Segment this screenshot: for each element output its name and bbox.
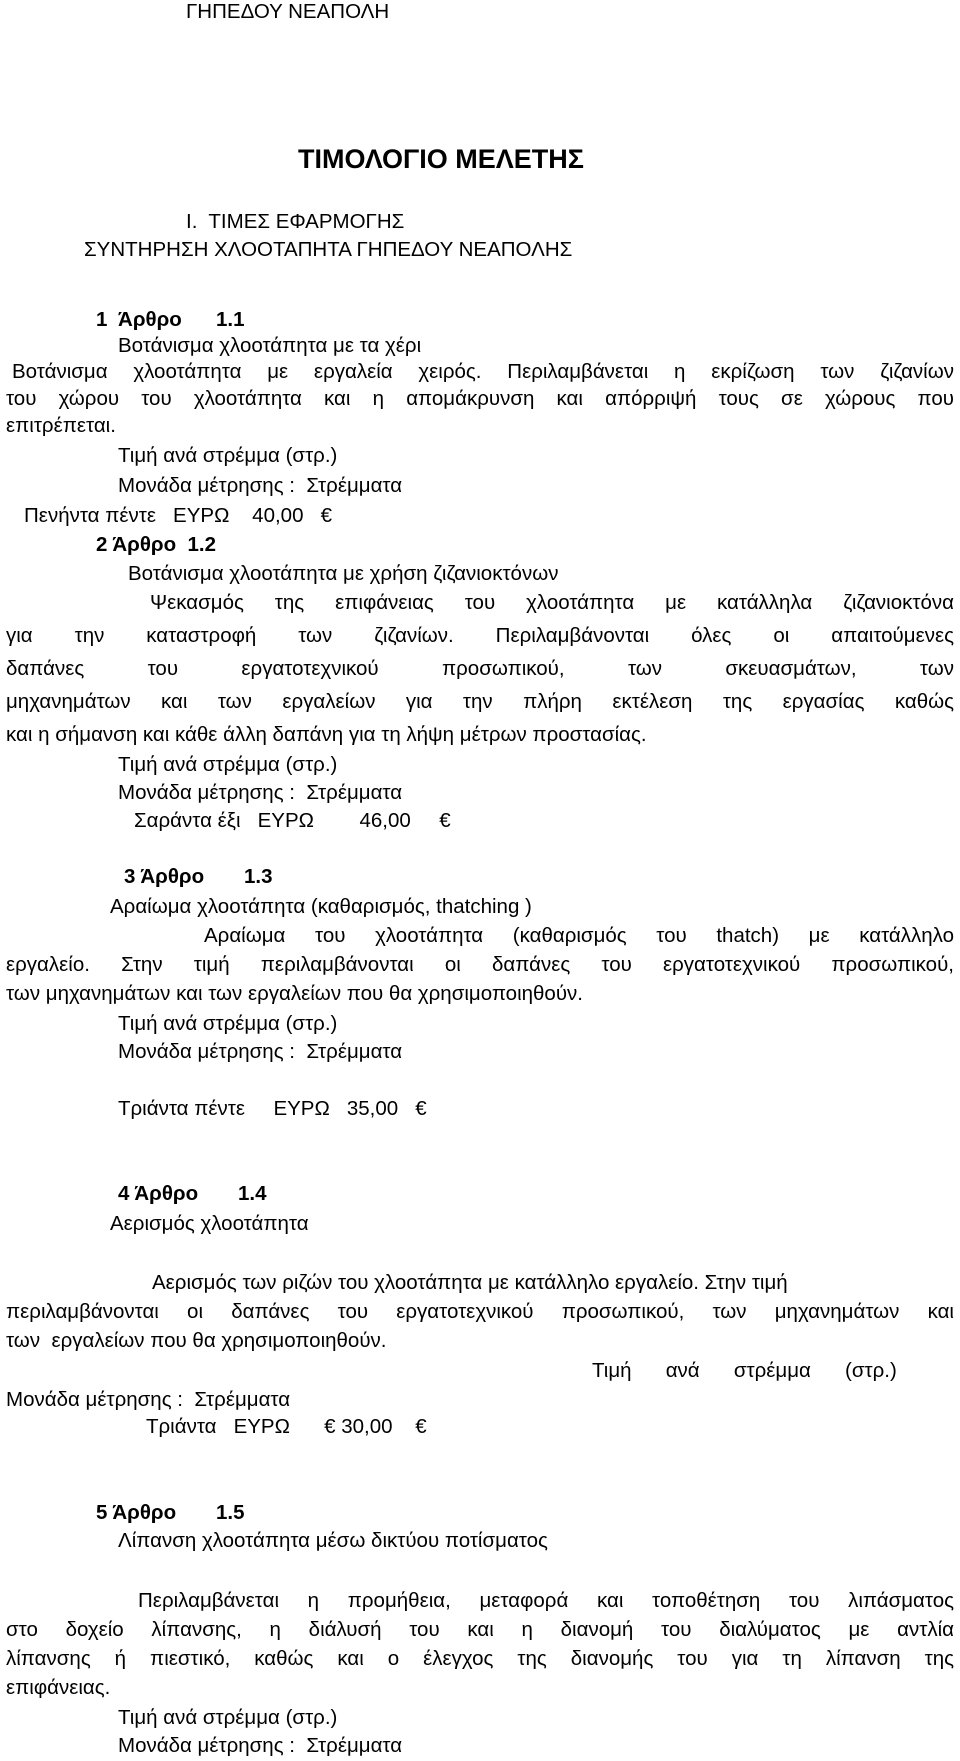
article-description-line: επιτρέπεται. (6, 414, 116, 437)
price-line: Τριάντα ΕΥΡΩ € 30,00 € (146, 1415, 427, 1438)
price-basis: Τιμή ανά στρέμμα (στρ.) (118, 1012, 338, 1035)
article-description-line: Περιλαμβάνεται η προμήθεια, μεταφορά και τοποθέτηση του λιπάσματος (138, 1589, 954, 1612)
price-basis: Τιμή ανά στρέμμα (στρ.) (592, 1359, 897, 1382)
price-line: Σαράντα έξι ΕΥΡΩ 46,00 € (134, 809, 451, 832)
section-heading: Ι. ΤΙΜΕΣ ΕΦΑΡΜΟΓΗΣ (186, 210, 405, 233)
article-description-line: Ψεκασμός της επιφάνειας του χλοοτάπητα με κατάλληλα ζιζανιοκτόνα (150, 591, 954, 614)
article-header: 4 Άρθρο 1.4 (118, 1182, 267, 1205)
article-description-line: λίπανσης ή πιεστικό, καθώς και ο έλεγχος της διανομής του για τη λίπανση της (6, 1647, 954, 1670)
article-description-line: Βοτάνισμα χλοοτάπητα με εργαλεία χειρός. Περιλαμβάνεται η εκρίζωση των ζιζανίων (12, 360, 954, 383)
unit-of-measure: Μονάδα μέτρησης : Στρέμματα (6, 1388, 291, 1411)
article-header: 5 Άρθρο 1.5 (96, 1501, 245, 1524)
article-description-line: Αερισμός των ριζών του χλοοτάπητα με κατάλληλο εργαλείο. Στην τιμή (152, 1271, 788, 1294)
article-description-line: του χώρου του χλοοτάπητα και η απομάκρυνση και απόρριψή τους σε χώρους που (6, 387, 954, 410)
article-header: 2 Άρθρο 1.2 (96, 533, 216, 556)
article-name: Λίπανση χλοοτάπητα μέσω δικτύου ποτίσματος (118, 1529, 548, 1552)
article-name: Αραίωμα χλοοτάπητα (καθαρισμός, thatching ) (110, 895, 532, 918)
article-header: 1 Άρθρο 1.1 (96, 308, 245, 331)
article-description-line: εργαλείο. Στην τιμή περιλαμβάνονται οι δαπάνες του εργατοτεχνικού προσωπικού, (6, 953, 954, 976)
article-description-line: των εργαλείων που θα χρησιμοποιηθούν. (6, 1329, 387, 1352)
stadium-header: ΓΗΠΕΔΟΥ ΝΕΑΠΟΛΗ (186, 0, 390, 23)
article-description-line: περιλαμβάνονται οι δαπάνες του εργατοτεχνικού προσωπικού, των μηχανημάτων και (6, 1300, 954, 1323)
price-basis: Τιμή ανά στρέμμα (στρ.) (118, 444, 338, 467)
article-description-line: επιφάνειας. (6, 1676, 111, 1699)
article-description-line: και η σήμανση και κάθε άλλη δαπάνη για τη λήψη μέτρων προστασίας. (6, 723, 647, 746)
unit-of-measure: Μονάδα μέτρησης : Στρέμματα (118, 1734, 403, 1757)
price-line: Τριάντα πέντε ΕΥΡΩ 35,00 € (118, 1097, 427, 1120)
article-name: Βοτάνισμα χλοοτάπητα με τα χέρι (118, 334, 422, 357)
article-description-line: Αραίωμα του χλοοτάπητα (καθαρισμός του thatch) με κατάλληλο (204, 924, 954, 947)
article-description-line: μηχανημάτων και των εργαλείων για την πλήρη εκτέλεση της εργασίας καθώς (6, 690, 954, 713)
unit-of-measure: Μονάδα μέτρησης : Στρέμματα (118, 1040, 403, 1063)
document-title: ΤΙΜΟΛΟΓΙΟ ΜΕΛΕΤΗΣ (298, 144, 584, 174)
article-header: 3 Άρθρο 1.3 (124, 865, 273, 888)
article-description-line: για την καταστροφή των ζιζανίων. Περιλαμβάνονται όλες οι απαιτούμενες (6, 624, 954, 647)
article-description-line: δαπάνες του εργατοτεχνικού προσωπικού, των σκευασμάτων, των (6, 657, 954, 680)
price-line: Πενήντα πέντε ΕΥΡΩ 40,00 € (24, 504, 332, 527)
article-name: Βοτάνισμα χλοοτάπητα με χρήση ζιζανιοκτόνων (128, 562, 559, 585)
article-name: Αερισμός χλοοτάπητα (110, 1212, 309, 1235)
article-description-line: στο δοχείο λίπανσης, η διάλυσή του και η διανομή του διαλύματος με αντλία (6, 1618, 954, 1641)
article-description-line: των μηχανημάτων και των εργαλείων που θα χρησιμοποιηθούν. (6, 982, 583, 1005)
price-basis: Τιμή ανά στρέμμα (στρ.) (118, 753, 338, 776)
price-basis: Τιμή ανά στρέμμα (στρ.) (118, 1706, 338, 1729)
section-subheading: ΣΥΝΤΗΡΗΣΗ ΧΛΟΟΤΑΠΗΤΑ ΓΗΠΕΔΟΥ ΝΕΑΠΟΛΗΣ (84, 238, 573, 261)
unit-of-measure: Μονάδα μέτρησης : Στρέμματα (118, 474, 403, 497)
unit-of-measure: Μονάδα μέτρησης : Στρέμματα (118, 781, 403, 804)
